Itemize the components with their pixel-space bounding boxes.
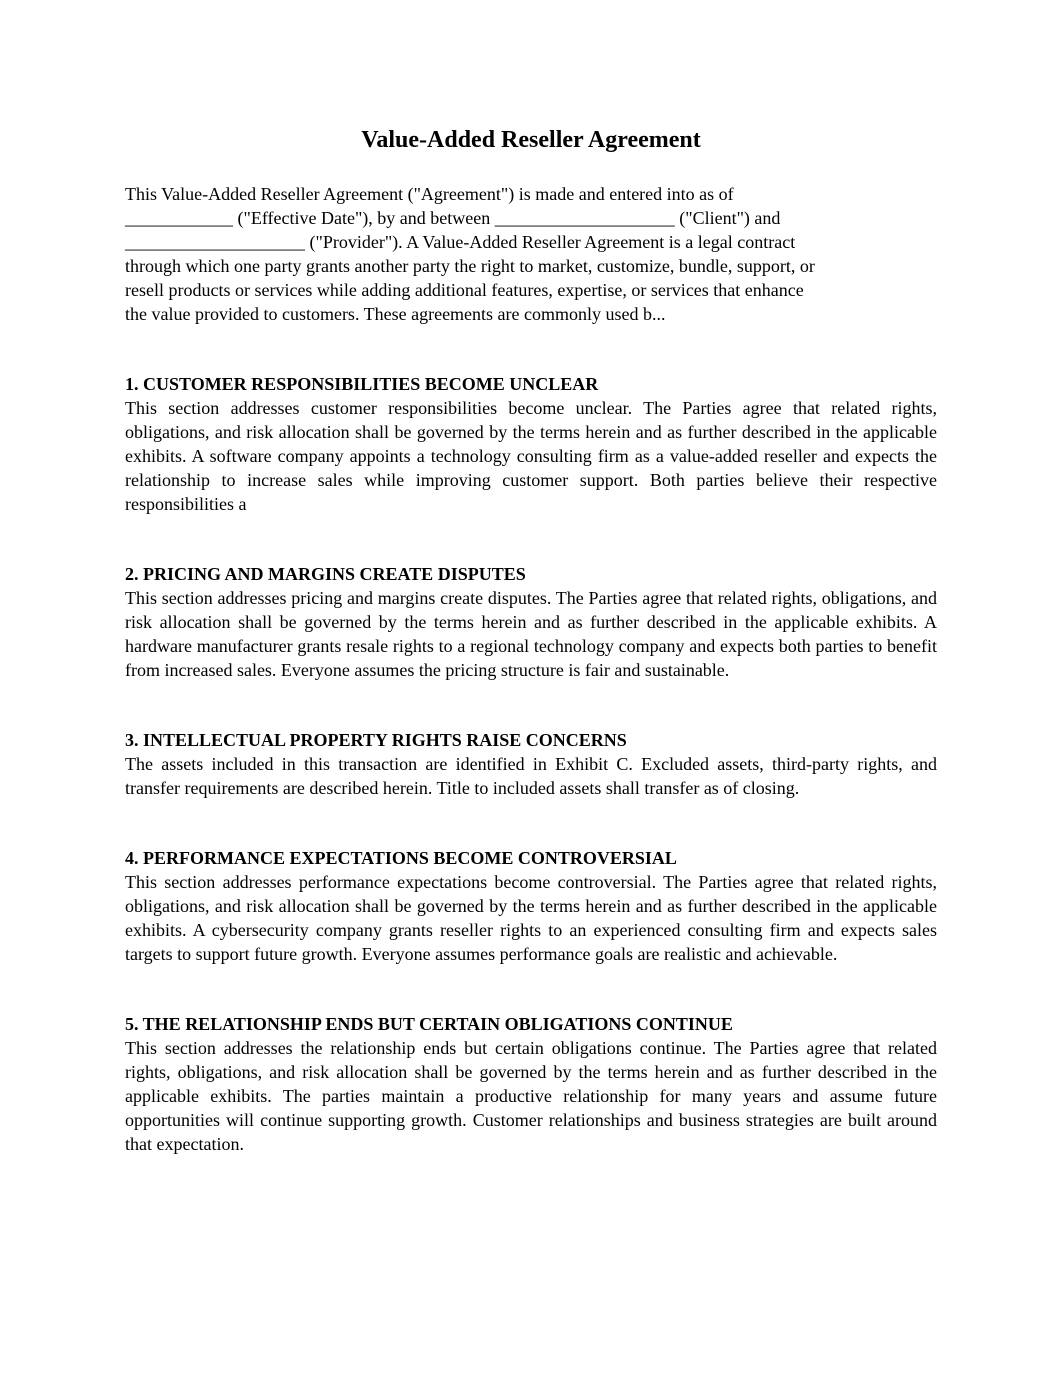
- intro-line: resell products or services while adding additional features, expertise, or services that enhance: [125, 280, 804, 300]
- document-title: Value-Added Reseller Agreement: [361, 127, 701, 153]
- section-heading: 1. CUSTOMER RESPONSIBILITIES BECOME UNCLEAR: [125, 374, 599, 394]
- section-heading: 5. THE RELATIONSHIP ENDS BUT CERTAIN OBLIGATIONS CONTINUE: [125, 1014, 733, 1034]
- section-body: The assets included in this transaction are identified in Exhibit C. Excluded assets, third-party rights, and transfer requirements are described herein. Title to included assets shall transfer as of closing.: [125, 754, 937, 798]
- section-heading: 2. PRICING AND MARGINS CREATE DISPUTES: [125, 564, 526, 584]
- intro-line: ____________________ ("Provider"). A Value-Added Reseller Agreement is a legal contract: [125, 232, 796, 252]
- section-body: This section addresses performance expectations become controversial. The Parties agree that related rights, obligations, and risk allocation shall be governed by the terms herein and as further described in the applicable exhibits. A cybersecurity company grants reseller rights to an experienced consulting firm and expects sales targets to support future growth. Everyone assumes performance goals are realistic and achievable.: [125, 872, 937, 964]
- section-body: This section addresses customer responsibilities become unclear. The Parties agree that related rights, obligations, and risk allocation shall be governed by the terms herein and as further described in the applicable exhibits. A software company appoints a technology consulting firm as a value-added reseller and expects the relationship to increase sales while improving customer support. Both parties believe their respective responsibilities a: [125, 398, 937, 514]
- intro-line: the value provided to customers. These agreements are commonly used b...: [125, 304, 666, 324]
- section-body: This section addresses pricing and margins create disputes. The Parties agree that related rights, obligations, and risk allocation shall be governed by the terms herein and as further described in the applicable exhibits. A hardware manufacturer grants resale rights to a regional technology company and expects both parties to benefit from increased sales. Everyone assumes the pricing structure is fair and sustainable.: [125, 588, 937, 680]
- document-page: [125, 122, 937, 1202]
- section-4: [125, 846, 937, 966]
- section-heading: 3. INTELLECTUAL PROPERTY RIGHTS RAISE CONCERNS: [125, 730, 627, 750]
- section-3: [125, 728, 937, 800]
- section-5: [125, 1012, 937, 1156]
- section-2: [125, 562, 937, 682]
- section-body: This section addresses the relationship ends but certain obligations continue. The Parties agree that related rights, obligations, and risk allocation shall be governed by the terms herein and as further described in the applicable exhibits. The parties maintain a productive relationship for many years and assume future opportunities will continue supporting growth. Customer relationships and business strategies are built around that expectation.: [125, 1038, 937, 1154]
- section-1: [125, 372, 937, 516]
- section-heading: 4. PERFORMANCE EXPECTATIONS BECOME CONTROVERSIAL: [125, 848, 677, 868]
- intro-line: ____________ ("Effective Date"), by and between ____________________ ("Client") and: [125, 208, 781, 228]
- intro-line: This Value-Added Reseller Agreement ("Agreement") is made and entered into as of: [125, 184, 734, 204]
- intro-paragraph: [125, 182, 937, 326]
- intro-line: through which one party grants another party the right to market, customize, bundle, support, or: [125, 256, 815, 276]
